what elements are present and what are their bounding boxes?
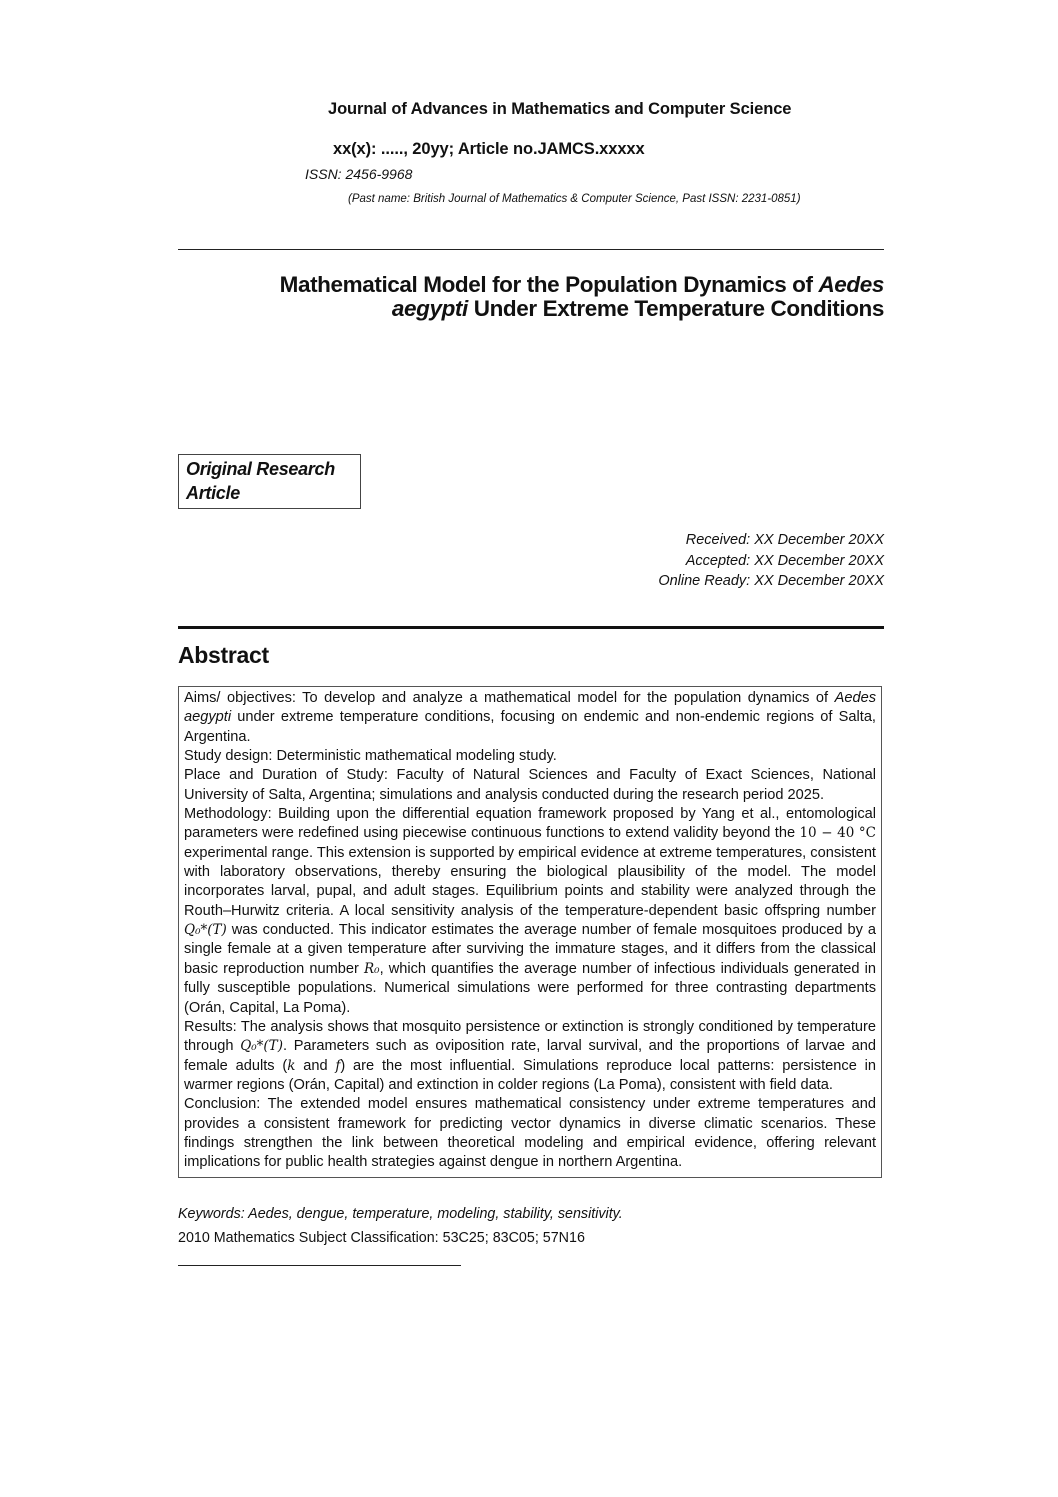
footnote-divider	[178, 1265, 461, 1266]
title-italic-aegypti: aegypti	[391, 296, 468, 321]
title-italic-aedes: Aedes	[818, 272, 884, 297]
abstract-box	[178, 686, 882, 1178]
abstract-study-design: Study design: Deterministic mathematical modeling study.	[184, 748, 557, 765]
results-text-2: . Parameters such as oviposition rate, larval survival, and the proportions of larvae and female adults (	[184, 1038, 876, 1074]
aims-text-end: under extreme temperature conditions, focusing on endemic and non-endemic regions of Salta, Argentina.	[184, 709, 876, 745]
issn: ISSN: 2456-9968	[305, 166, 413, 182]
paper-title	[178, 273, 884, 321]
k-symbol: k	[287, 1057, 296, 1074]
keywords: Keywords: Aedes, dengue, temperature, modeling, stability, sensitivity.	[178, 1206, 623, 1222]
subject-classification: 2010 Mathematics Subject Classification: 53C25; 83C05; 57N16	[178, 1230, 585, 1246]
title-text-1: Mathematical Model for the Population Dynamics of	[279, 272, 819, 297]
abstract-methodology	[184, 805, 876, 1018]
publication-dates	[658, 530, 884, 592]
article-type-line-1: Original Research	[186, 459, 335, 479]
aims-text: Aims/ objectives: To develop and analyze a mathematical model for the population dynamics of	[184, 690, 835, 706]
methodology-text-4: , which quantifies the average number of infectious individuals generated in fully susceptible populations. Numerical simulations were performed for three contrasting departments (Orán, Capital, La Poma).	[184, 960, 877, 1016]
methodology-text-2: experimental range. This extension is supported by empirical evidence at extreme temperatures, consistent with laboratory observations, thereby ensuring the biological plausibility of the model. The model incorporates larval, pupal, and adult stages. Equilibrium points and stability were analyzed through the Routh–Hurwitz criteria. A local sensitivity analysis of the temperature-dependent basic offspring number	[184, 844, 876, 919]
article-type-badge	[178, 454, 361, 509]
temperature-range: 10 − 40 °C	[799, 825, 876, 842]
q0-symbol: Q₀*(T)	[184, 922, 227, 939]
abstract-heading: Abstract	[178, 642, 269, 668]
abstract-divider	[178, 626, 884, 629]
abstract-results	[184, 1018, 876, 1095]
past-name-note: (Past name: British Journal of Mathematics & Computer Science, Past ISSN: 2231-0851)	[348, 193, 801, 205]
methodology-text-1: Methodology: Building upon the differential equation framework proposed by Yang et al., entomological parameters were redefined using piecewise continuous functions to extend validity beyond the	[184, 806, 876, 842]
abstract-conclusion: Conclusion: The extended model ensures mathematical consistency under extreme temperatures and provides a consistent framework for predicting vector dynamics in diverse climatic scenarios. These findings strengthen the link between theoretical modeling and empirical evidence, offering relevant implications for public health strategies against dengue in northern Argentina.	[184, 1096, 876, 1171]
abstract-place: Place and Duration of Study: Faculty of Natural Sciences and Faculty of Exact Sciences, National University of Salta, Argentina; simulations and analysis conducted during the research period 2025.	[184, 767, 876, 803]
title-text-2: Under Extreme Temperature Conditions	[467, 296, 884, 321]
results-and: and	[295, 1057, 336, 1074]
f-symbol: f	[335, 1057, 341, 1074]
journal-name: Journal of Advances in Mathematics and Computer Science	[328, 100, 792, 118]
header-divider	[178, 249, 884, 250]
methodology-text-3: was conducted. This indicator estimates the average number of female mosquitoes produced by a single female at a given temperature after surviving the immature stages, and it differs from the classical basic reproduction number	[184, 922, 876, 977]
results-text-1: Results: The analysis shows that mosquito persistence or extinction is strongly conditioned by temperature through	[184, 1018, 876, 1055]
abstract-aims	[184, 689, 876, 747]
r0-symbol: R₀	[364, 960, 380, 977]
online-ready-date: Online Ready: XX December 20XX	[658, 573, 884, 589]
received-date: Received: XX December 20XX	[685, 532, 884, 548]
article-type-line-2: Article	[186, 483, 240, 503]
aims-species: Aedes aegypti	[184, 690, 876, 726]
q0-symbol: Q₀*(T)	[240, 1038, 283, 1055]
results-text-3: ) are the most influential. Simulations reproduce local patterns: persistence in warmer regions (Orán, Capital) and extinction in colder regions (La Poma), consistent with field data.	[184, 1057, 876, 1093]
accepted-date: Accepted: XX December 20XX	[685, 552, 884, 569]
volume-line: xx(x): ....., 20yy; Article no.JAMCS.xxxxx	[333, 140, 645, 158]
